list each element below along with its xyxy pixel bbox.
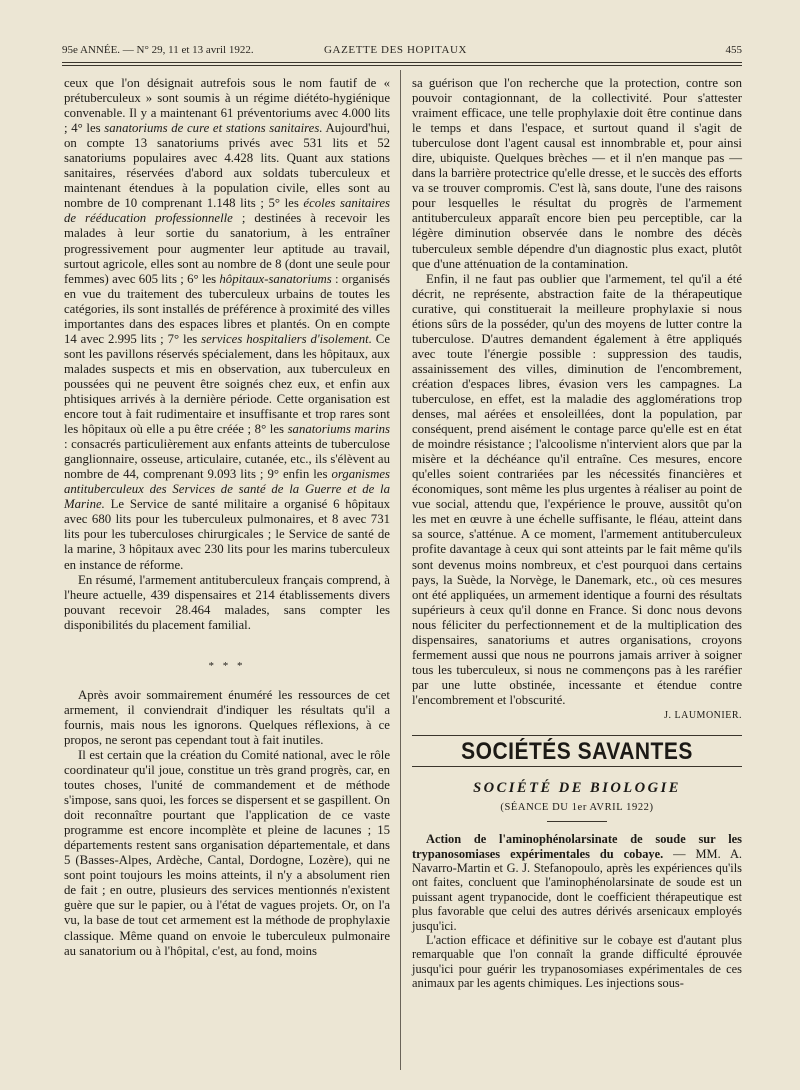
paragraph-aminophenol (412, 832, 742, 933)
text-run: après les expériences qu'ils ont faites, concluent que l'aminophénolarsinate de soude est un puissant agent trypanocide, dont le coefficient thérapeutique est plus favorable que celui des autres dérivés arsenicaux employés jusqu'ici. (412, 860, 742, 933)
section-banner (412, 735, 742, 767)
italic-term: écoles sanitaires de rééducation professionnelle (64, 196, 390, 226)
paragraph-action-efficace: L'action efficace et définitive sur le cobaye est d'autant plus remarquable que l'on connaît la grande difficulté éprouvée jusqu'ici pour guérir les trypanosomiases expérimentales de ces animaux par les agents chimiques. Les injections sous- (412, 933, 742, 991)
italic-term: sanatoriums marins (287, 422, 390, 437)
paragraph-resume: En résumé, l'armement antituberculeux français comprend, à l'heure actuelle, 439 dispensaires et 214 établissements divers pouvant recevoir 28.464 malades, sans compter les disponibilités du placement familial. (64, 572, 390, 632)
author-signature: J. LAUMONIER. (664, 709, 742, 721)
issue-info: 95e ANNÉE. — N° 29, 11 et 13 avril 1922. (62, 44, 254, 56)
paragraph-apres: Après avoir sommairement énuméré les ressources de cet armement, il conviendrait d'indiquer les résultats qu'il a fournis, mais nous les ignorons. Quelques réflexions, à ce propos, ne seront pas cependant tout à fait inutiles. (64, 687, 390, 747)
text-run: Le Service de santé militaire a organisé 6 hôpitaux avec 680 lits pour les tuberculeux pulmonaires, et 8 avec 731 lits pour les tuberculoses chirurgicales ; le Service de santé de la marine, 3 hôpitaux avec 230 lits pour les marins tuberculeux en instance de réforme. (64, 497, 390, 572)
section-title: SOCIÉTÉS SAVANTES (461, 738, 693, 765)
short-divider (547, 821, 607, 822)
italic-term: sanatoriums de cure et stations sanitaires. (104, 121, 323, 136)
italic-term: services hospitaliers d'isolement. (201, 331, 372, 346)
header-rule-top (62, 62, 742, 63)
article-title: Action de l'aminophénolarsinate de soude sur les trypanosomiases expérimentales du cobaye. (412, 832, 742, 861)
society-heading: SOCIÉTÉ DE BIOLOGIE (473, 780, 681, 797)
section-separator-stars: * * * (208, 659, 246, 672)
text-run: Aujourd'hui, on compte 13 sanatoriums privés avec 531 lits et 52 sanatoriums populaires avec 4.428 lits. Quant aux stations sanitaires, réservées d'abord aux soldats tuberculeux et maintenant étendues à la population civile, elles sont au nombre de 10 comprenant 1.148 lits ; 5° les (64, 121, 391, 211)
paragraph-enfin: Enfin, il ne faut pas oublier que l'armement, tel qu'il a été décrit, ne représente, abstraction faite de la thérapeutique curative, qui constituerait la meilleure prophylaxie si nous étions sûrs de la posséder, qu'un des moyens de lutter contre la tuberculose. D'autres demandent également à être appliqués avec toute l'énergie possible : suppression des taudis, assainissement des villes, diminution de l'encombrement, création d'espaces libres, évasion vers les campagnes. La tuberculose, en effet, est la maladie des agglomérations trop denses, mal aérées et ensoleillées, dont la population, par conséquent, prend aisément le contage parce qu'elle est en état de moindre résistance ; l'alcoolisme n'intervient alors que par la misère et la déchéance qu'il entraîne. Ces mesures, encore qu'elles soient contrariées par les nécessités financières et économiques, sont même les plus urgentes à réaliser au point de vue social, attendu que, l'expérience le prouve, aussitôt qu'on les met en œuvre à une échelle suffisante, le fléau, atteint dans sa source, s'atténue. A ce moment, l'armement antituberculeux profite davantage à ceux qui sont atteints par le fait même qu'ils sont devenus moins nombreux, et c'est pourquoi dans certains pays, la Suède, la Norvège, le Danemark, etc., où ces mesures ont été appliquées, un armement identique a fourni des résultats supérieurs à ceux qu'il donne en France. Si donc nous devons nous féliciter du perfectionnement et de la multiplication des dispensaires, sanatoriums et autres organisations, croyons fermement aussi que nous ne pourrons jamais arriver à soigner tous les tuberculeux, si nous ne commençons pas à les raréfier par une lutte obstinée, incessante et étendue contre l'encombrement et l'obscurité. (412, 271, 742, 707)
text-run: ceux que l'on désignait autrefois sous le nom fautif de « prétuberculeux » sont soumis à un régime diététo-hygiénique convenable. Il y a maintenant 61 préventoriums avec 4.000 lits ; 4° les (64, 76, 390, 136)
right-column (412, 76, 742, 991)
paragraph-guerison: sa guérison que l'on recherche que la protection, contre son pouvoir contagionnant, de la collectivité. Pour s'attester vraiment efficace, une telle prophylaxie doit être continue dans le temps et dans l'espace, et surtout quand il s'agit de tuberculose dont l'agent causal est innombrable et, pour ainsi dire, ubiquiste. Quelques brèches — et il n'en manque pas — dans la barrière protectrice qu'elle dresse, et le succès des efforts va se trouver compromis. C'est là, sans doute, l'une des raisons pour lesquelles le résultat du progrès de l'armement antituberculeux apparaît encore bien peu perceptible, car la légère diminution observée dans le nombre des décès tuberculeux semble dépendre d'un diagnostic plus exact, plutôt que d'une atténuation de la contamination. (412, 76, 743, 271)
paragraph-armement-list (64, 76, 390, 573)
italic-term: hôpitaux-sanatoriums (219, 271, 332, 286)
article-authors: — MM. A. Navarro-Martin et G. J. Stefanopoulo, (412, 846, 742, 875)
header-rule-bottom (62, 65, 742, 66)
running-header (62, 44, 742, 62)
session-date: (SÉANCE DU 1er AVRIL 1922) (500, 802, 654, 814)
text-run: ; destinées à recevoir les malades à leur sortie du sanatorium, à les entraîner progressivement pour augmenter leur aptitude au travail, surtout agricole, elles sont au nombre de 8 (dont une seule pour femmes) avec 605 lits ; 6° les (64, 211, 390, 286)
paragraph-comite: Il est certain que la création du Comité national, avec le rôle coordinateur qu'il joue, constitue un très grand progrès, car, en toutes choses, l'unité de commandement et de méthode s'impose, sans quoi, les forces se dispersent et se gaspillent. On doit reconnaître pourtant que l'application de ce vaste programme est encore incomplète et pleine de lacunes ; 15 départements restent sans organisation départementale, et dans 5 (Basses-Alpes, Ardèche, Cantal, Dordogne, Lozère), qui ne sont point toujours les moins atteints, il n'y a absolument rien de fait ; en outre, plusieurs des services mentionnés n'existent guère que sur le papier, ou à l'état de vagues projets. Or, on l'a vu, la base de tout cet armement est la méthode de prophylaxie classique. Même quand on envoie le tuberculeux pulmonaire au sanatorium ou à l'hôpital, c'est, au fond, moins (64, 747, 390, 958)
left-column (64, 76, 390, 959)
italic-term: organismes antituberculeux des Services de santé de la Guerre et de la Marine. (64, 467, 390, 512)
journal-title: GAZETTE DES HOPITAUX (324, 44, 468, 56)
page-number: 455 (725, 44, 742, 56)
text-run: : consacrés particulièrement aux enfants atteints de tuberculose ganglionnaire, osseuse, articulaire, cutanée, etc., ils s'élèvent au nombre de 44, comprenant 9.093 lits ; 9° enfin les (64, 437, 390, 482)
text-run: Ce sont les pavillons réservés spécialement, dans les hôpitaux, aux malades suspects et mis en observation, aux tuberculeux en poussées qui ne peuvent être soignés chez eux, et enfin aux phtisiques arrivés à la dernière période. Cette organisation est encore tout à fait rudimentaire et insuffisante et trop rares sont les hôpitaux où elle a pu être créée ; 8° les (64, 331, 390, 437)
column-divider (400, 70, 401, 1070)
text-run: : organisés en vue du traitement des tuberculeux urbains de toutes les catégories, ils sont installés de préférence à proximité des villes importantes dans des espaces libres et plantés. On en compte 14 avec 2.995 lits ; 7° les (64, 271, 390, 346)
